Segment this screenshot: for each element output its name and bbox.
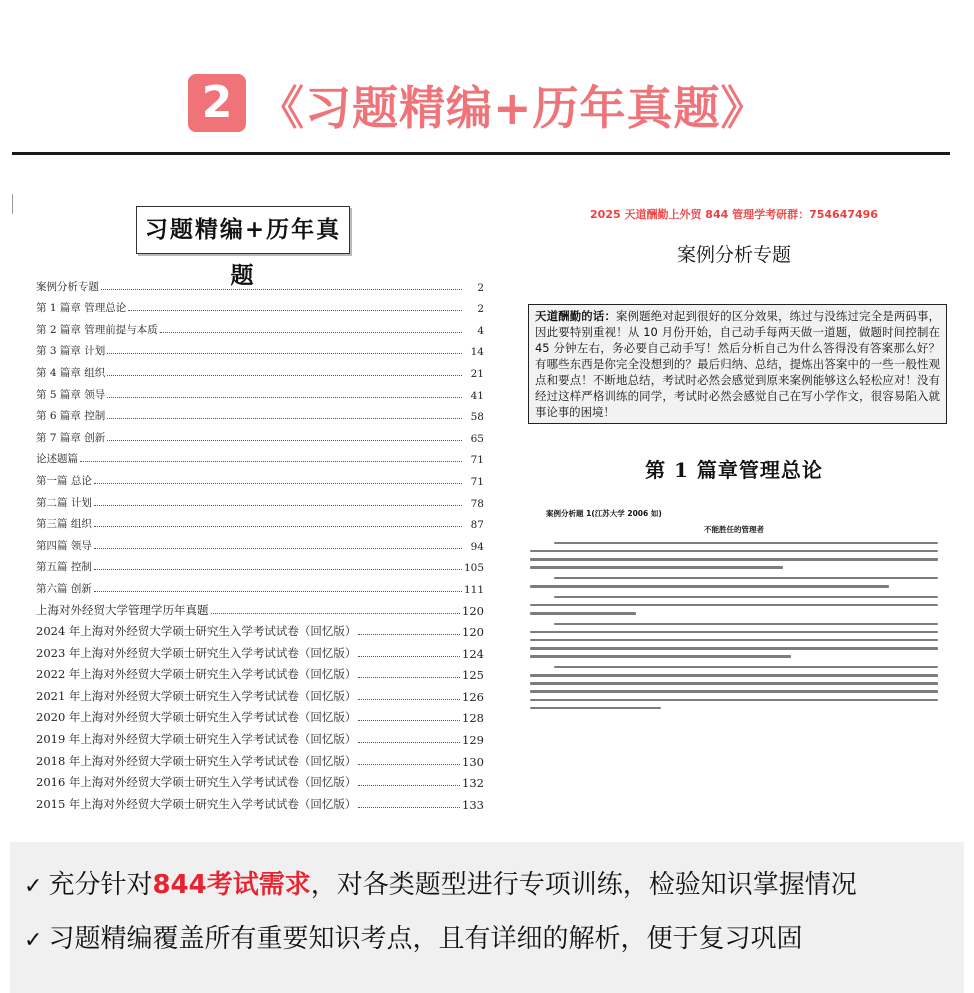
toc-entry-title: 第 1 篇章 管理总论	[36, 302, 127, 315]
toc-entry	[36, 639, 484, 661]
toc-entry-title: 第一篇 总论	[36, 474, 92, 487]
toc-entry	[36, 272, 484, 294]
toc-entry-page: 94	[470, 540, 484, 553]
toc-leader-dots	[358, 720, 460, 721]
feature-line-2-text: 习题精编覆盖所有重要知识考点，且有详细的解析，便于复习巩固	[48, 924, 803, 954]
toc-entry-title: 2021 年上海对外经贸大学硕士研究生入学考试试卷（回忆版）	[36, 688, 357, 703]
toc-entry-title: 第 5 篇章 领导	[36, 388, 106, 401]
banner-title: 《习题精编+历年真题》	[258, 81, 768, 135]
number-badge: 2	[188, 74, 246, 132]
toc-leader-dots	[211, 613, 461, 614]
toc-entry	[36, 661, 484, 683]
toc-entry-title: 第 6 篇章 控制	[36, 410, 106, 423]
toc-entry-page: 87	[470, 519, 484, 532]
toc-title-box	[136, 206, 350, 289]
section-heading: 第 1 篇章管理总论	[645, 458, 823, 482]
toc-leader-dots	[107, 418, 462, 419]
tip-box	[528, 304, 947, 424]
toc-entry	[36, 445, 484, 467]
toc-entry-page: 71	[470, 475, 484, 488]
paragraph	[530, 542, 938, 569]
toc-entry	[36, 747, 484, 769]
toc-entry	[36, 337, 484, 359]
toc-entry	[36, 423, 484, 445]
paragraph	[530, 577, 938, 588]
toc-entry-page: 58	[470, 411, 484, 424]
toc-entry-page: 105	[463, 562, 484, 575]
toc-leader-dots	[94, 591, 462, 592]
toc-leader-dots	[160, 332, 462, 333]
toc-entry	[36, 553, 484, 575]
toc-entry-title: 第四篇 领导	[36, 539, 92, 552]
toc-page	[12, 180, 490, 820]
feature-line-2	[24, 918, 802, 955]
toc-leader-dots	[358, 764, 460, 765]
paragraph	[530, 666, 938, 710]
toc-leader-dots	[107, 375, 462, 376]
toc-entry-page: 124	[462, 646, 484, 661]
feature-line-1	[24, 864, 857, 901]
toc-entry	[36, 466, 484, 488]
tip-lead: 天道酬勤的话：	[535, 309, 617, 323]
toc-leader-dots	[80, 461, 462, 462]
toc-entry	[36, 704, 484, 726]
toc-entry	[36, 358, 484, 380]
case-body-text	[530, 536, 938, 717]
toc-entry-page: 132	[462, 776, 484, 791]
toc-leader-dots	[358, 807, 460, 808]
toc-leader-dots	[358, 656, 460, 657]
toc-entry-title: 第六篇 创新	[36, 582, 92, 595]
toc-entry	[36, 380, 484, 402]
feature-band	[10, 842, 964, 993]
toc-entry-page: 71	[470, 454, 484, 467]
toc-entry-page: 133	[462, 797, 484, 812]
tip-text: 案例题绝对起到很好的区分效果，练过与没练过完全是两码事，因此要特别重视！从 10 月份开始，自己动手每两天做一道题，做题时间控制在 45 分钟左右，务必要自己动手写！然后分析自己为什么答得没有答案那么好？有哪些东西是你完全没想到的？最后归纳、总结，提炼出答案中的一些一般性观点和要点！不断地总结，考试时必然会感觉到原来案例能够这么轻松应对！没有经过这样严格训练的同学，考试时必然会感觉自己在写小学作文，很容易陷入就事论事的困境！	[535, 309, 940, 419]
toc-entry	[36, 769, 484, 791]
toc-entry-title: 2020 年上海对外经贸大学硕士研究生入学考试试卷（回忆版）	[36, 710, 357, 725]
toc-entry-title: 第二篇 计划	[36, 496, 92, 509]
toc-entry-page: 2	[477, 281, 484, 294]
toc-entry-page: 78	[470, 497, 484, 510]
toc-leader-dots	[358, 742, 460, 743]
toc-entry-title: 第五篇 控制	[36, 561, 92, 574]
toc-entry-title: 第 7 篇章 创新	[36, 431, 106, 444]
toc-leader-dots	[107, 440, 462, 441]
toc-entry-title: 2018 年上海对外经贸大学硕士研究生入学考试试卷（回忆版）	[36, 753, 357, 768]
toc-entry-page: 14	[470, 346, 484, 359]
toc-entry-page: 128	[462, 711, 484, 726]
toc-leader-dots	[101, 289, 462, 290]
toc-entry-page: 4	[477, 324, 484, 337]
toc-entry-title: 2022 年上海对外经贸大学硕士研究生入学考试试卷（回忆版）	[36, 667, 357, 682]
toc-entry-title: 2019 年上海对外经贸大学硕士研究生入学考试试卷（回忆版）	[36, 732, 357, 747]
toc-leader-dots	[358, 677, 460, 678]
topic-heading: 案例分析专题	[676, 244, 791, 266]
banner-header	[0, 70, 974, 140]
case-subtitle: 不能胜任的管理者	[704, 525, 764, 534]
toc-leader-dots	[358, 699, 460, 700]
toc-entry-page: 2	[477, 303, 484, 316]
toc-entry-page: 126	[462, 689, 484, 704]
feature-line-1-pre: 充分针对	[48, 870, 153, 900]
toc-entry-title: 2016 年上海对外经贸大学硕士研究生入学考试试卷（回忆版）	[36, 775, 357, 790]
toc-entry-title: 2015 年上海对外经贸大学硕士研究生入学考试试卷（回忆版）	[36, 796, 357, 811]
paragraph	[530, 596, 938, 615]
paragraph	[530, 623, 938, 658]
toc-leader-dots	[94, 505, 462, 506]
toc-entry-title: 第 4 篇章 组织	[36, 366, 106, 379]
toc-entry	[36, 531, 484, 553]
toc-entry-title: 第三篇 组织	[36, 518, 92, 531]
header-divider	[12, 152, 950, 155]
toc-entry-page: 130	[462, 754, 484, 769]
toc-entry-title: 案例分析专题	[36, 280, 99, 293]
feature-line-1-post: ，对各类题型进行专项训练，检验知识掌握情况	[310, 870, 857, 900]
toc-entry-title: 上海对外经贸大学管理学历年真题	[36, 602, 209, 617]
page-edge-mark	[12, 194, 13, 214]
toc-entry-title: 论述题篇	[36, 453, 78, 466]
check-icon: ✓	[24, 874, 43, 899]
toc-entry	[36, 402, 484, 424]
toc-entry-page: 111	[463, 583, 484, 596]
toc-entry-page: 125	[462, 668, 484, 683]
sample-page	[518, 180, 950, 820]
toc-entry-page: 41	[470, 389, 484, 402]
toc-leader-dots	[94, 526, 462, 527]
toc-leader-dots	[128, 310, 462, 311]
toc-entry	[36, 294, 484, 316]
toc-entry-title: 2024 年上海对外经贸大学硕士研究生入学考试试卷（回忆版）	[36, 624, 357, 639]
case-title: 案例分析题 1(江苏大学 2006 如)	[546, 509, 662, 518]
toc-entry-title: 第 2 篇章 管理前提与本质	[36, 323, 158, 336]
toc-entry	[36, 488, 484, 510]
feature-highlight: 844考试需求	[152, 870, 311, 900]
toc-entry-page: 65	[470, 432, 484, 445]
toc-entry	[36, 790, 484, 812]
toc-entry	[36, 596, 484, 618]
toc-leader-dots	[107, 397, 462, 398]
toc-leader-dots	[94, 569, 462, 570]
toc-entry	[36, 682, 484, 704]
toc-entry	[36, 725, 484, 747]
toc-entry-title: 第 3 篇章 计划	[36, 345, 106, 358]
toc-leader-dots	[358, 634, 460, 635]
toc-entry-page: 129	[462, 733, 484, 748]
page-header-text: 2025 天道酬勤上外贸 844 管理学考研群：754647496	[590, 208, 878, 221]
toc-entry	[36, 618, 484, 640]
toc-leader-dots	[107, 353, 462, 354]
toc-leader-dots	[94, 483, 462, 484]
toc-entry-page: 21	[470, 367, 484, 380]
toc-title: 习题精编+历年真题	[144, 216, 342, 289]
table-of-contents	[36, 272, 484, 812]
toc-entry	[36, 510, 484, 532]
toc-leader-dots	[94, 548, 462, 549]
toc-entry	[36, 315, 484, 337]
toc-leader-dots	[358, 785, 460, 786]
toc-entry-page: 120	[462, 625, 484, 640]
toc-entry-page: 120	[462, 603, 484, 618]
check-icon: ✓	[24, 928, 43, 953]
toc-entry-title: 2023 年上海对外经贸大学硕士研究生入学考试试卷（回忆版）	[36, 645, 357, 660]
toc-entry	[36, 574, 484, 596]
